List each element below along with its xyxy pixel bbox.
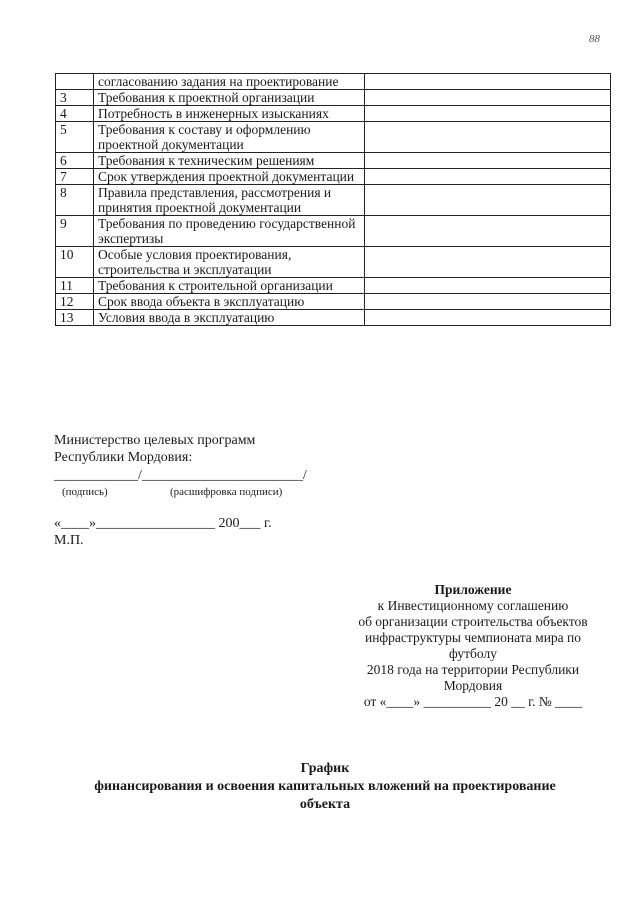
- appendix-line: инфраструктуры чемпионата мира по: [364, 630, 582, 645]
- row-value: [365, 106, 611, 122]
- table-row: [56, 185, 611, 216]
- row-number: 8: [56, 185, 94, 216]
- row-value: [365, 278, 611, 294]
- row-value: [365, 153, 611, 169]
- schedule-heading: [40, 760, 610, 814]
- row-title: Требования к составу и оформлению проектной документации: [94, 122, 365, 153]
- row-value: [365, 122, 611, 153]
- row-number: 5: [56, 122, 94, 153]
- row-number: 7: [56, 169, 94, 185]
- row-number: 10: [56, 247, 94, 278]
- table-row: [56, 153, 611, 169]
- table-row: [56, 216, 611, 247]
- row-title: Срок утверждения проектной документации: [94, 169, 365, 185]
- row-title: Требования к техническим решениям: [94, 153, 365, 169]
- row-value: [365, 169, 611, 185]
- appendix-line: 2018 года на территории Республики: [366, 662, 580, 677]
- appendix-line: от «____» __________ 20 __ г. № ____: [363, 694, 583, 709]
- row-number: 11: [56, 278, 94, 294]
- appendix-line: к Инвестиционному соглашению: [377, 598, 569, 613]
- row-title: Условия ввода в эксплуатацию: [94, 310, 365, 326]
- row-value: [365, 216, 611, 247]
- row-number: 9: [56, 216, 94, 247]
- appendix-line: футболу: [449, 646, 497, 661]
- signatory-org-line1: Министерство целевых программ: [54, 433, 256, 448]
- table-row: [56, 247, 611, 278]
- row-title: Срок ввода объекта в эксплуатацию: [94, 294, 365, 310]
- table-row: [56, 122, 611, 153]
- table-row: [56, 169, 611, 185]
- signature-caption: (подпись): [62, 486, 108, 498]
- row-number: [56, 74, 94, 90]
- row-number: 6: [56, 153, 94, 169]
- appendix-line: Мордовия: [443, 678, 503, 693]
- row-title: Требования к строительной организации: [94, 278, 365, 294]
- table-row: [56, 310, 611, 326]
- row-title: Правила представления, рассмотрения и принятия проектной документации: [94, 185, 365, 216]
- row-value: [365, 247, 611, 278]
- date-line: «____»_________________ 200___ г.: [54, 516, 272, 531]
- signatory-org-line2: Республики Мордовия:: [54, 450, 193, 465]
- row-title: Требования к проектной организации: [94, 90, 365, 106]
- row-value: [365, 90, 611, 106]
- page-number: 88: [589, 33, 600, 45]
- row-value: [365, 294, 611, 310]
- table-row: [56, 294, 611, 310]
- signature-block: [54, 432, 255, 466]
- schedule-title: График: [300, 761, 350, 776]
- table-row: [56, 90, 611, 106]
- row-value: [365, 185, 611, 216]
- row-title: Требования по проведению государственной экспертизы: [94, 216, 365, 247]
- row-value: [365, 310, 611, 326]
- schedule-subtitle-end: объекта: [299, 797, 351, 812]
- schedule-subtitle: финансирования и освоения капитальных вложений на проектирование: [94, 779, 556, 794]
- table-row: [56, 278, 611, 294]
- row-number: 13: [56, 310, 94, 326]
- appendix-line: об организации строительства объектов: [358, 614, 588, 629]
- seal-place: М.П.: [54, 533, 84, 548]
- row-title: Особые условия проектирования, строительства и эксплуатации: [94, 247, 365, 278]
- row-title: согласованию задания на проектирование: [94, 74, 365, 90]
- row-value: [365, 74, 611, 90]
- appendix-block: [330, 582, 616, 710]
- requirements-table: [55, 73, 611, 326]
- table-row: [56, 74, 611, 90]
- appendix-title: Приложение: [434, 582, 512, 597]
- row-number: 12: [56, 294, 94, 310]
- row-title: Потребность в инженерных изысканиях: [94, 106, 365, 122]
- table-row: [56, 106, 611, 122]
- row-number: 3: [56, 90, 94, 106]
- signature-decode-caption: (расшифровка подписи): [170, 486, 283, 498]
- signature-line: ____________/_______________________/: [54, 468, 307, 483]
- row-number: 4: [56, 106, 94, 122]
